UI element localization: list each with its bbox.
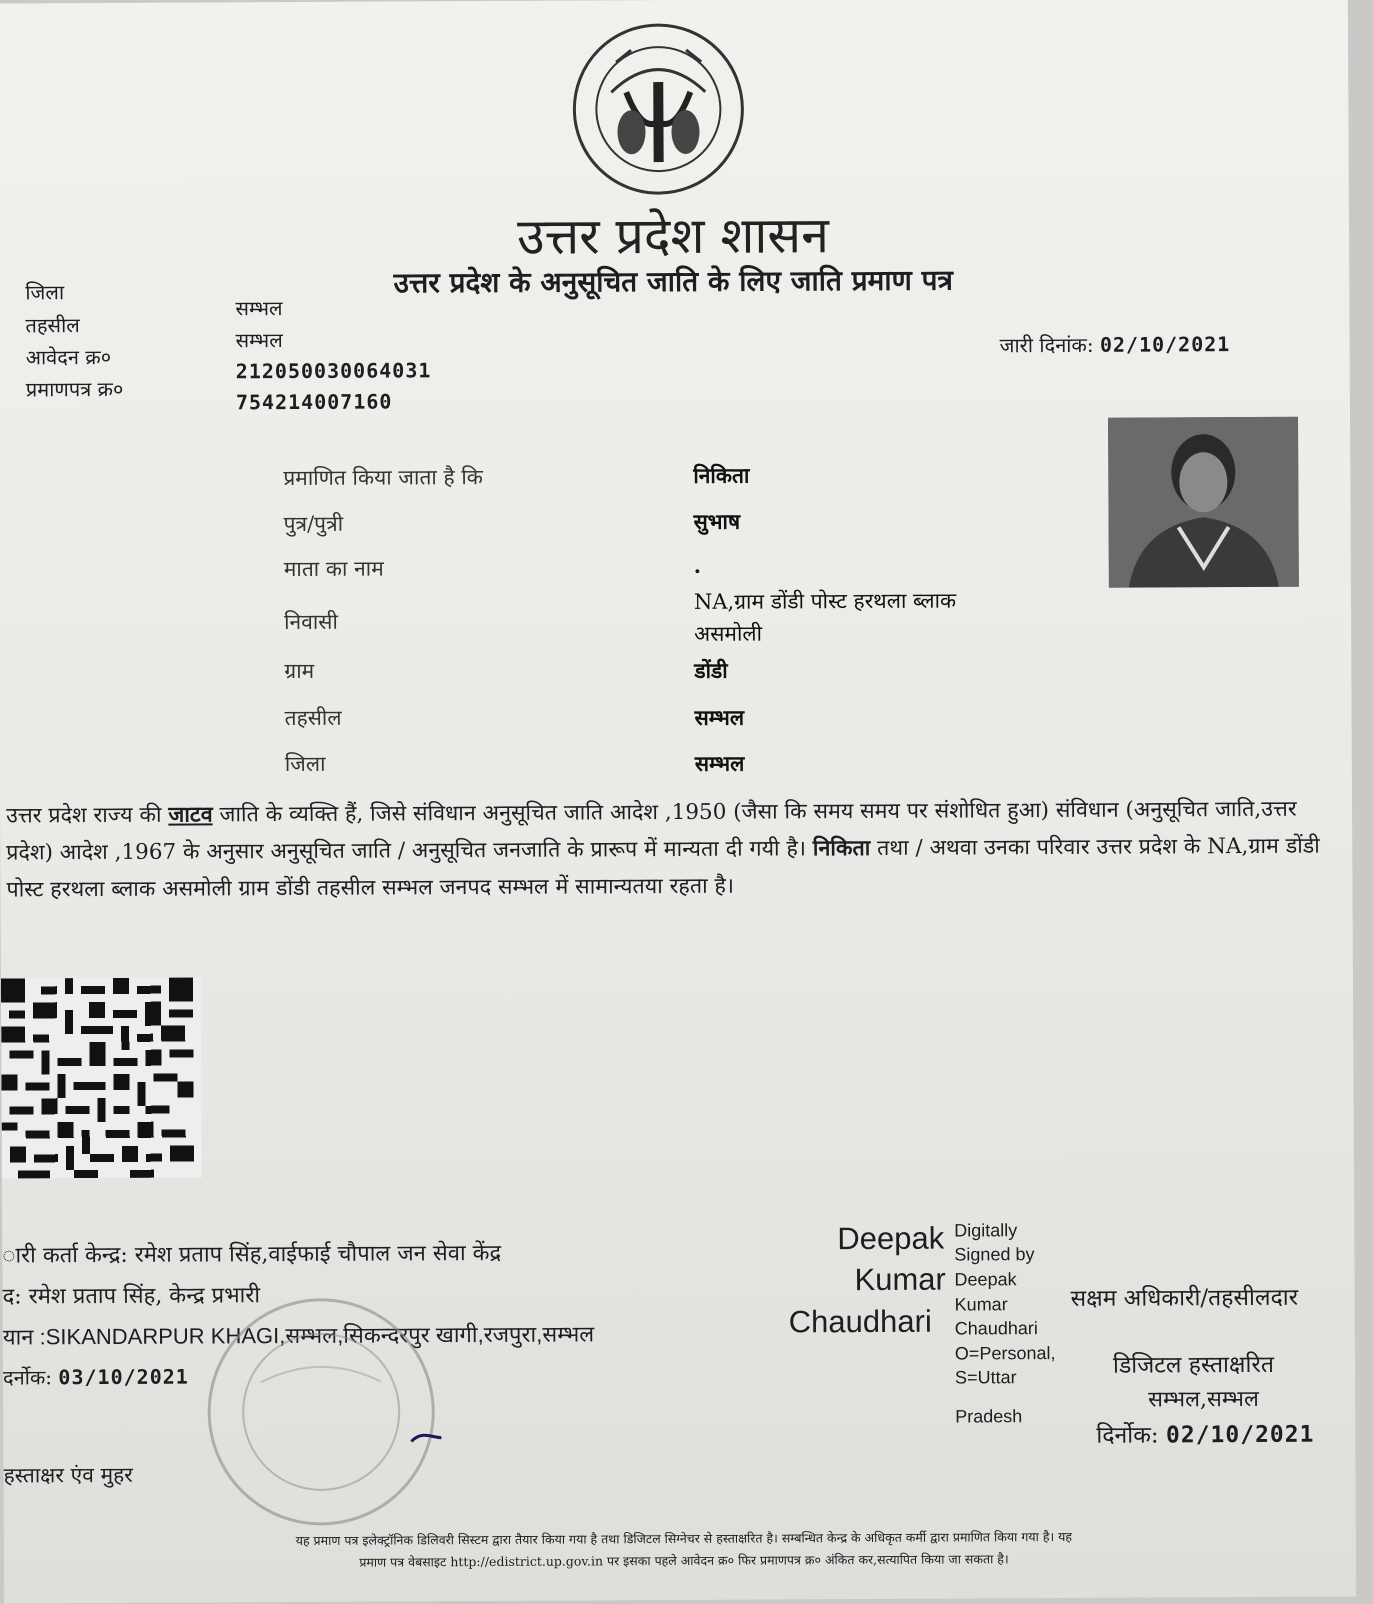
seal-label: हस्ताक्षर एंव मुहर — [3, 1462, 133, 1488]
district-label: जिला — [25, 280, 65, 305]
field-value-village: डोंडी — [694, 657, 728, 683]
signer-name-line-2: Kumar — [854, 1261, 946, 1298]
statement-part-1: उत्तर प्रदेश राज्य की — [6, 802, 162, 829]
sig-detail-1: Digitally — [954, 1220, 1018, 1241]
issuer-date: 03/10/2021 — [58, 1364, 189, 1390]
issue-date-row — [1000, 330, 1231, 358]
field-label-resident: निवासी — [284, 609, 338, 635]
govt-title: उत्तर प्रदेश शासन — [517, 206, 830, 266]
up-government-emblem-icon — [571, 22, 747, 198]
certificate-number: 754214007160 — [235, 389, 393, 415]
footer-note — [34, 1525, 1334, 1576]
issue-date-label: जारी दिनांक: — [999, 332, 1094, 358]
statement-part-3: तथा / अथवा उनका परिवार उत्तर प्रदेश के NA,ग्राम डोंडी पोस्ट हरथला ब्लाक असमोली ग्राम डोंडी तहसील सम्भल जनपद सम्भल में सामान्यतया रहता है। — [6, 833, 1320, 903]
digitally-signed-label: डिजिटल हस्ताक्षरित — [1112, 1351, 1275, 1379]
field-label-district: जिला — [284, 751, 326, 777]
field-label-tehsil: तहसील — [284, 705, 342, 731]
sig-detail-4: Kumar — [954, 1294, 1008, 1315]
issuer-date-row — [3, 1363, 189, 1391]
footer-line-1: यह प्रमाण पत्र इलेक्ट्रॉनिक डिलिवरी सिस्टम द्वारा तैयार किया गया है तथा डिजिटल सिग्नेचर से हस्ताक्षरित है। सम्बन्धित केन्द्र के अधिकृत कर्मी द्वारा प्रमाणित किया गया है। यह — [295, 1528, 1073, 1549]
field-value-resident: NA,ग्राम डोंडी पोस्ट हरथला ब्लाक — [693, 588, 957, 614]
statement-name: निकिता — [812, 835, 871, 862]
statement-caste: जाटव — [168, 802, 213, 828]
sig-detail-7: S=Uttar — [954, 1367, 1017, 1388]
tehsil-value: सम्भल — [235, 328, 283, 353]
issuing-center: ारी कर्ता केन्द्र: रमेश प्रताप सिंह,वाईफाई चौपाल जन सेवा केंद्र — [2, 1240, 502, 1269]
district-value: सम्भल — [235, 296, 283, 321]
signing-date-label: दिर्नोक: — [1096, 1422, 1159, 1449]
field-value-tehsil: सम्भल — [694, 704, 745, 730]
certificate-statement — [6, 791, 1337, 909]
signing-place: सम्भल,सम्भल — [1148, 1386, 1259, 1413]
field-value-resident-2: असमोली — [694, 621, 763, 646]
certificate-label: प्रमाणपत्र क्र० — [25, 376, 124, 402]
field-value-mother: . — [693, 552, 702, 578]
signer-name-line-1: Deepak — [837, 1220, 945, 1257]
application-number: 212050030064031 — [235, 358, 432, 384]
field-value-district: सम्भल — [694, 750, 745, 776]
footer-line-2: प्रमाण पत्र वेबसाइट http://edistrict.up.gov.in पर इसका पहले आवेदन क्र० फिर प्रमाणपत्र क्र० अंकित कर,सत्यापित किया जा सकता है। — [359, 1551, 1009, 1570]
field-value-father: सुभाष — [693, 508, 741, 534]
center-seal-stamp — [201, 1291, 442, 1532]
qr-code-icon — [1, 977, 202, 1178]
sig-detail-8: Pradesh — [955, 1406, 1023, 1427]
center-operator: द: रमेश प्रताप सिंह, केन्द्र प्रभारी — [2, 1283, 261, 1310]
signing-date-row — [1096, 1417, 1314, 1450]
sig-detail-2: Signed by — [954, 1244, 1035, 1265]
issuer-date-label: दर्नोक: — [2, 1365, 53, 1390]
sig-detail-3: Deepak — [954, 1269, 1017, 1290]
center-location: यान :SIKANDARPUR KHAGI,सम्भल,सिकन्दरपुर खागी,रजपुरा,सम्भल — [2, 1321, 595, 1350]
tehsil-label: तहसील — [25, 313, 80, 338]
field-label-village: ग्राम — [284, 658, 315, 684]
competent-officer: सक्षम अधिकारी/तहसीलदार — [1070, 1284, 1299, 1312]
signing-date: 02/10/2021 — [1165, 1421, 1315, 1449]
field-value-name: निकिता — [693, 462, 750, 488]
statement-part-2: जाति के व्यक्ति हैं, जिसे संविधान अनुसूचित जाति आदेश ,1950 (जैसा कि समय समय पर संशोधित हुआ) संविधान (अनुसूचित जाति,उत्तर प्रदेश) आदेश ,1967 के अनुसार अनुसूचित जाति / अनुसूचित जनजाति के प्रारूप में मान्यता दी गयी है। — [6, 796, 1297, 866]
applicant-photo — [1108, 417, 1299, 588]
issue-date: 02/10/2021 — [1099, 332, 1231, 357]
sig-detail-6: O=Personal, — [954, 1343, 1056, 1364]
application-label: आवेदन क्र० — [25, 344, 112, 370]
certificate-subtitle: उत्तर प्रदेश के अनुसूचित जाति के लिए जाति प्रमाण पत्र — [393, 263, 954, 300]
signer-name-line-3: Chaudhari — [788, 1303, 932, 1340]
field-label-son-daughter: पुत्र/पुत्री — [283, 511, 344, 537]
field-label-mother: माता का नाम — [283, 556, 384, 582]
sig-detail-5: Chaudhari — [954, 1318, 1038, 1339]
field-label-certified: प्रमाणित किया जाता है कि — [283, 465, 483, 491]
